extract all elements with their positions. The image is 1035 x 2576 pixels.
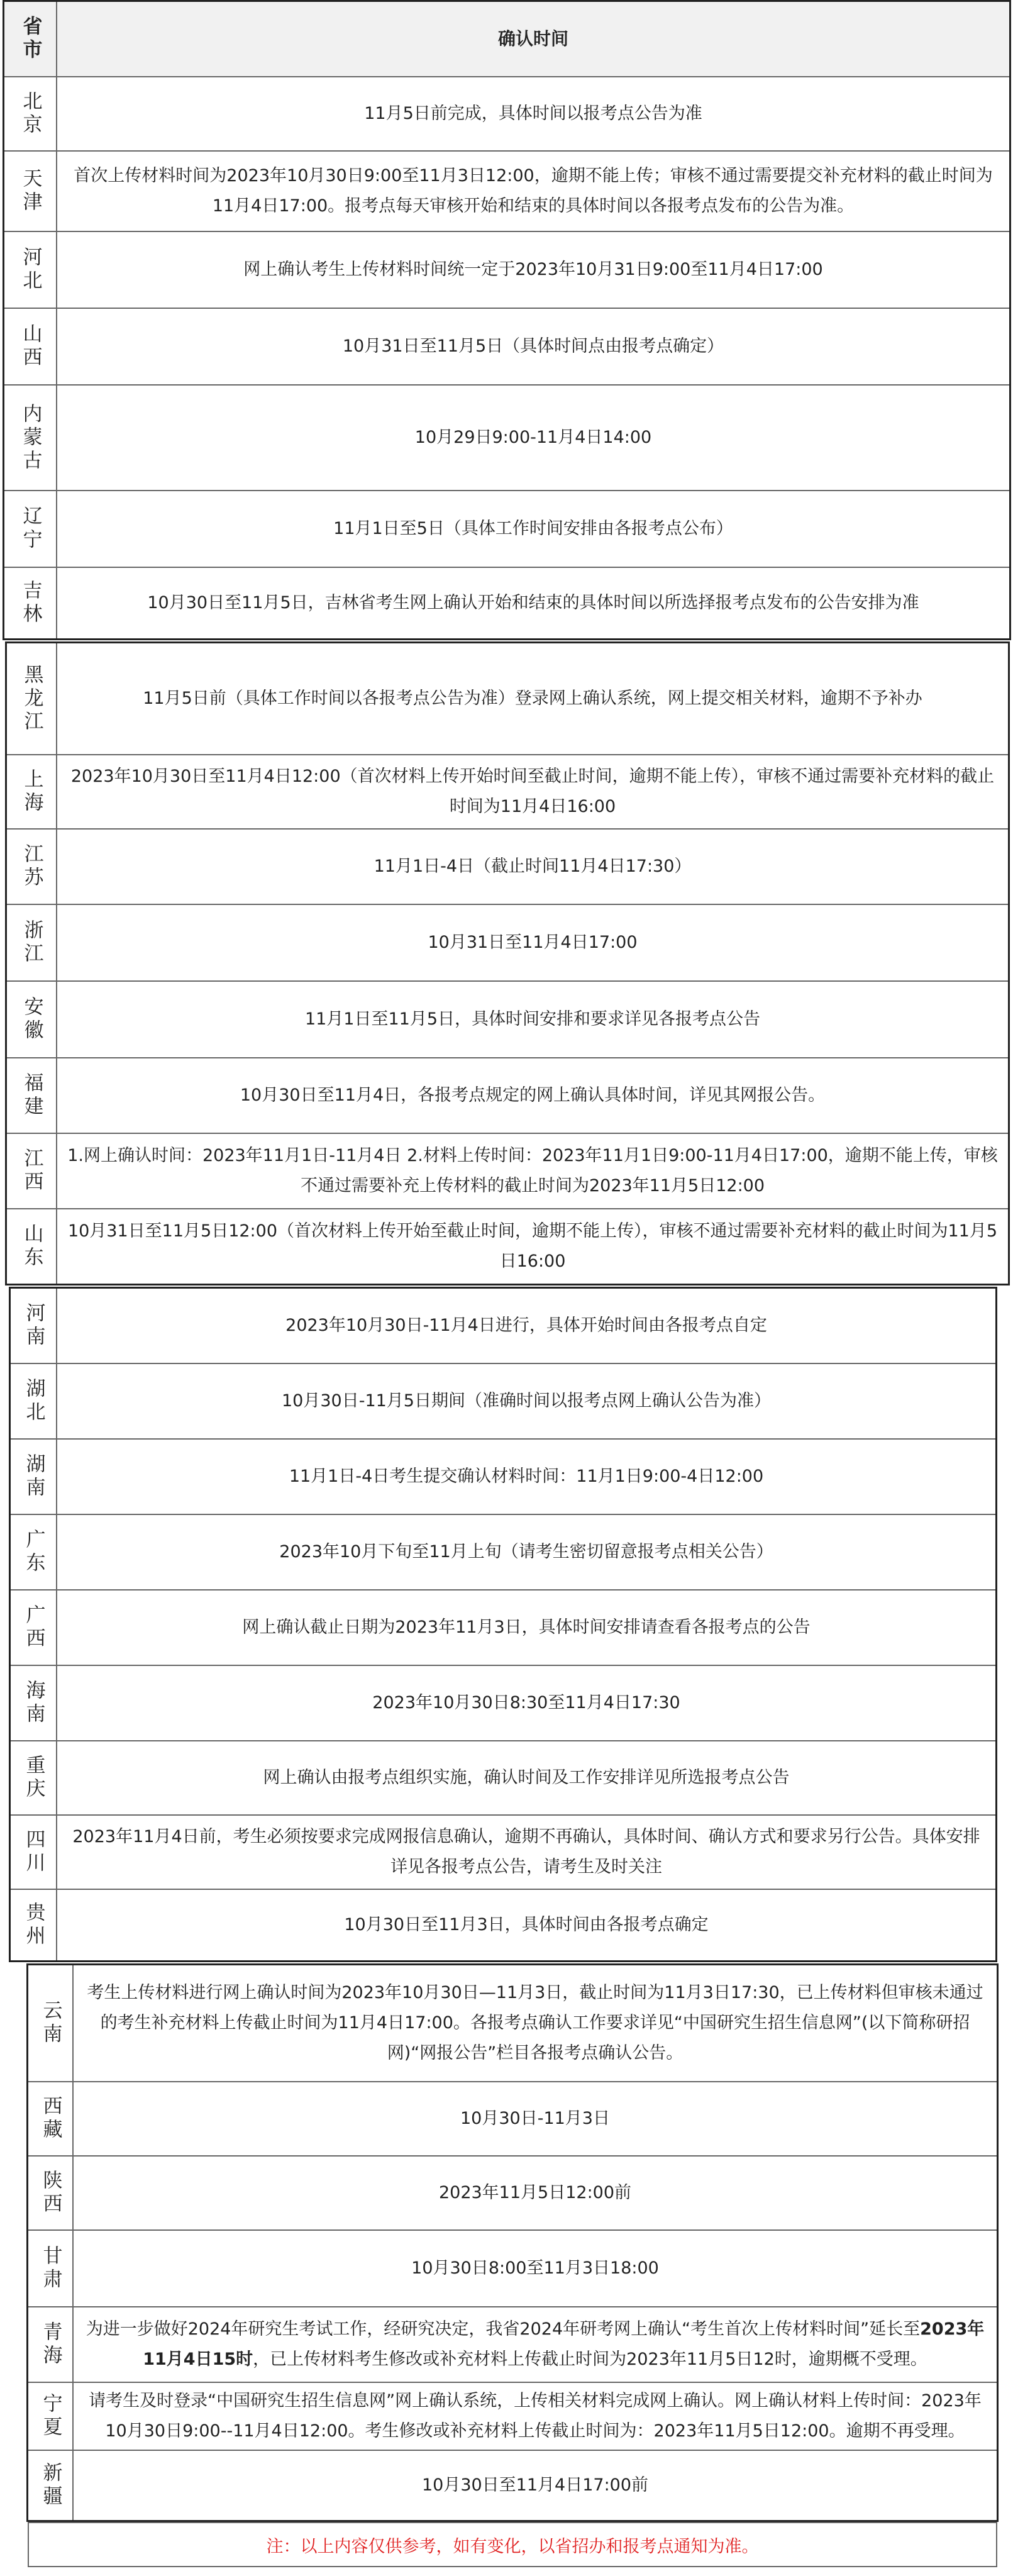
table-row (28, 1965, 997, 2082)
table-row (7, 905, 1008, 982)
table-row (11, 1591, 995, 1666)
province-label: 湖北 (22, 1378, 45, 1424)
table-row (4, 491, 1009, 568)
table-row (11, 1289, 995, 1364)
province-label: 天津 (19, 168, 42, 214)
time-cell: 10月30日8:00至11月3日18:00 (411, 2258, 659, 2278)
province-label: 河南 (22, 1302, 45, 1349)
province-label: 四川 (22, 1829, 45, 1875)
table-row (4, 152, 1009, 232)
table-row (11, 1666, 995, 1741)
time-cell: 10月31日至11月5日（具体时间点由报考点确定） (342, 336, 724, 356)
time-cell: 为进一步做好2024年研究生考试工作，经研究决定，我省2024年研考网上确认“考生首次上传材料时间”延长至2023年11月4日15时，已上传材料考生修改或补充材料上传截止时间为2023年11月5日12时，逾期概不受理。 (86, 2319, 985, 2369)
time-cell: 2023年10月30日至11月4日12:00（首次材料上传开始时间至截止时间，逾期不能上传），审核不通过需要补充材料的截止时间为11月4日16:00 (70, 767, 995, 816)
time-cell: 网上确认考生上传材料时间统一定于2023年10月31日9:00至11月4日17:00 (243, 260, 823, 279)
province-label: 湖南 (22, 1453, 45, 1500)
time-cell: 11月1日-4日（截止时间11月4日17:30） (374, 857, 692, 876)
table-row (4, 309, 1009, 386)
time-cell: 11月1日至11月5日，具体时间安排和要求详见各报考点公告 (304, 1009, 761, 1029)
table-row (11, 1515, 995, 1591)
province-label: 云南 (39, 2000, 62, 2046)
province-label: 重庆 (22, 1755, 45, 1801)
table-row (11, 1741, 995, 1816)
table-row (7, 1209, 1008, 1284)
table-segment-4 (26, 1963, 999, 2522)
time-cell: 2023年10月下旬至11月上旬（请考生密切留意报考点相关公告） (279, 1542, 773, 1562)
time-cell: 请考生及时登录“中国研究生招生信息网”网上确认系统，上传相关材料完成网上确认。网上确认材料上传时间：2023年10月30日9:00--11月4日12:00。考生修改或补充材料上传截止时间为：2023年11月5日12:00。逾期不再受理。 (89, 2391, 982, 2441)
time-cell: 网上确认截止日期为2023年11月3日，具体时间安排请查看各报考点的公告 (242, 1618, 811, 1637)
province-label: 甘肃 (39, 2245, 62, 2292)
table-row (7, 830, 1008, 905)
province-label: 广东 (22, 1529, 45, 1575)
province-label: 北京 (19, 91, 42, 137)
table-row (4, 568, 1009, 638)
header-province: 省市 (4, 2, 57, 76)
table-row (4, 386, 1009, 491)
province-label: 陕西 (39, 2170, 62, 2216)
province-label: 江苏 (20, 843, 43, 890)
province-label: 福建 (20, 1072, 43, 1119)
province-label: 新疆 (39, 2462, 62, 2509)
table-row (28, 2082, 997, 2157)
time-cell: 首次上传材料时间为2023年10月30日9:00至11月3日12:00，逾期不能上传；审核不通过需要提交补充材料的截止时间为11月4日17:00。报考点每天审核开始和结束的具体时间以各报考点发布的公告为准。 (74, 166, 993, 216)
province-label: 黑龙江 (20, 663, 43, 734)
table-row (7, 755, 1008, 830)
table-segment-1 (3, 0, 1011, 640)
table-row (7, 1058, 1008, 1134)
time-cell: 11月1日至5日（具体工作时间安排由各报考点公布） (333, 519, 733, 538)
province-label: 青海 (39, 2321, 62, 2368)
province-label: 内蒙古 (19, 402, 42, 473)
header-time: 确认时间 (497, 28, 568, 49)
province-label: 山西 (19, 323, 42, 370)
table-row (7, 1134, 1008, 1209)
time-cell: 10月31日至11月4日17:00 (428, 933, 638, 952)
province-label: 宁夏 (39, 2393, 62, 2440)
province-label: 广西 (22, 1604, 45, 1651)
province-label: 安徽 (20, 996, 43, 1043)
province-label: 江西 (20, 1148, 43, 1194)
time-cell: 10月30日-11月3日 (460, 2109, 610, 2128)
time-cell: 11月1日-4日考生提交确认材料时间：11月1日9:00-4日12:00 (289, 1467, 764, 1486)
province-label: 西藏 (39, 2096, 62, 2142)
time-cell: 2023年11月4日前，考生必须按要求完成网报信息确认，逾期不再确认，具体时间、确认方式和要求另行公告。具体安排详见各报考点公告，请考生及时关注 (72, 1827, 980, 1877)
table-row (4, 232, 1009, 309)
province-label: 海南 (22, 1680, 45, 1726)
table-segment-3 (9, 1287, 997, 1962)
time-cell: 10月29日9:00-11月4日14:00 (414, 428, 652, 447)
table-segment-2 (5, 641, 1010, 1285)
time-cell: 10月30日至11月3日，具体时间由各报考点确定 (344, 1915, 709, 1935)
table-row (28, 2231, 997, 2307)
time-cell: 10月30日至11月4日17:00前 (421, 2475, 649, 2495)
time-cell: 10月30日-11月5日期间（准确时间以报考点网上确认公告为准） (282, 1391, 771, 1411)
table-row (11, 1890, 995, 1960)
time-cell: 2023年11月5日12:00前 (438, 2183, 632, 2202)
province-label: 浙江 (20, 919, 43, 966)
time-cell: 11月5日前（具体工作时间以各报考点公告为准）登录网上确认系统，网上提交相关材料，逾期不予补办 (143, 689, 922, 708)
table-row (28, 2451, 997, 2520)
table-header-row (4, 2, 1009, 77)
time-cell: 11月5日前完成，具体时间以报考点公告为准 (364, 104, 702, 123)
province-label: 山东 (20, 1223, 43, 1270)
table-row (11, 1440, 995, 1515)
time-cell: 2023年10月30日8:30至11月4日17:30 (372, 1693, 680, 1713)
footnote: 注：以上内容仅供参考，如有变化，以省招办和报考点通知为准。 (28, 2522, 997, 2567)
table-row (7, 982, 1008, 1058)
table-row (28, 2307, 997, 2383)
table-row (11, 1816, 995, 1890)
province-label: 河北 (19, 247, 42, 293)
province-label: 辽宁 (19, 506, 42, 552)
table-row (28, 2383, 997, 2451)
province-label: 上海 (20, 769, 43, 815)
time-cell: 1.网上确认时间：2023年11月1日-11月4日 2.材料上传时间：2023年11月1日9:00-11月4日17:00，逾期不能上传，审核不通过需要补充上传材料的截止时间为2023年11月5日12:00 (67, 1146, 998, 1196)
time-cell: 2023年10月30日-11月4日进行，具体开始时间由各报考点自定 (285, 1316, 767, 1335)
time-cell: 考生上传材料进行网上确认时间为2023年10月30日—11月3日，截止时间为11月3日17:30，已上传材料但审核未通过的考生补充材料上传截止时间为11月4日17:00。各报考点确认工作要求详见“中国研究生招生信息网”(以下简称研招网)“网报公告”栏目各报考点确认公告。 (87, 1983, 983, 2063)
province-label: 贵州 (22, 1902, 45, 1948)
table-row (4, 77, 1009, 152)
table-row (28, 2157, 997, 2231)
time-cell: 网上确认由报考点组织实施，确认时间及工作安排详见所选报考点公告 (263, 1768, 790, 1787)
province-label: 吉林 (19, 580, 42, 626)
time-cell: 10月31日至11月5日12:00（首次材料上传开始至截止时间，逾期不能上传），审核不通过需要补充材料的截止时间为11月5日16:00 (67, 1221, 998, 1271)
time-cell: 10月30日至11月4日，各报考点规定的网上确认具体时间，详见其网报公告。 (240, 1085, 826, 1105)
time-cell: 10月30日至11月5日，吉林省考生网上确认开始和结束的具体时间以所选择报考点发布的公告安排为准 (147, 593, 919, 613)
table-row (11, 1364, 995, 1440)
table-row (7, 643, 1008, 755)
